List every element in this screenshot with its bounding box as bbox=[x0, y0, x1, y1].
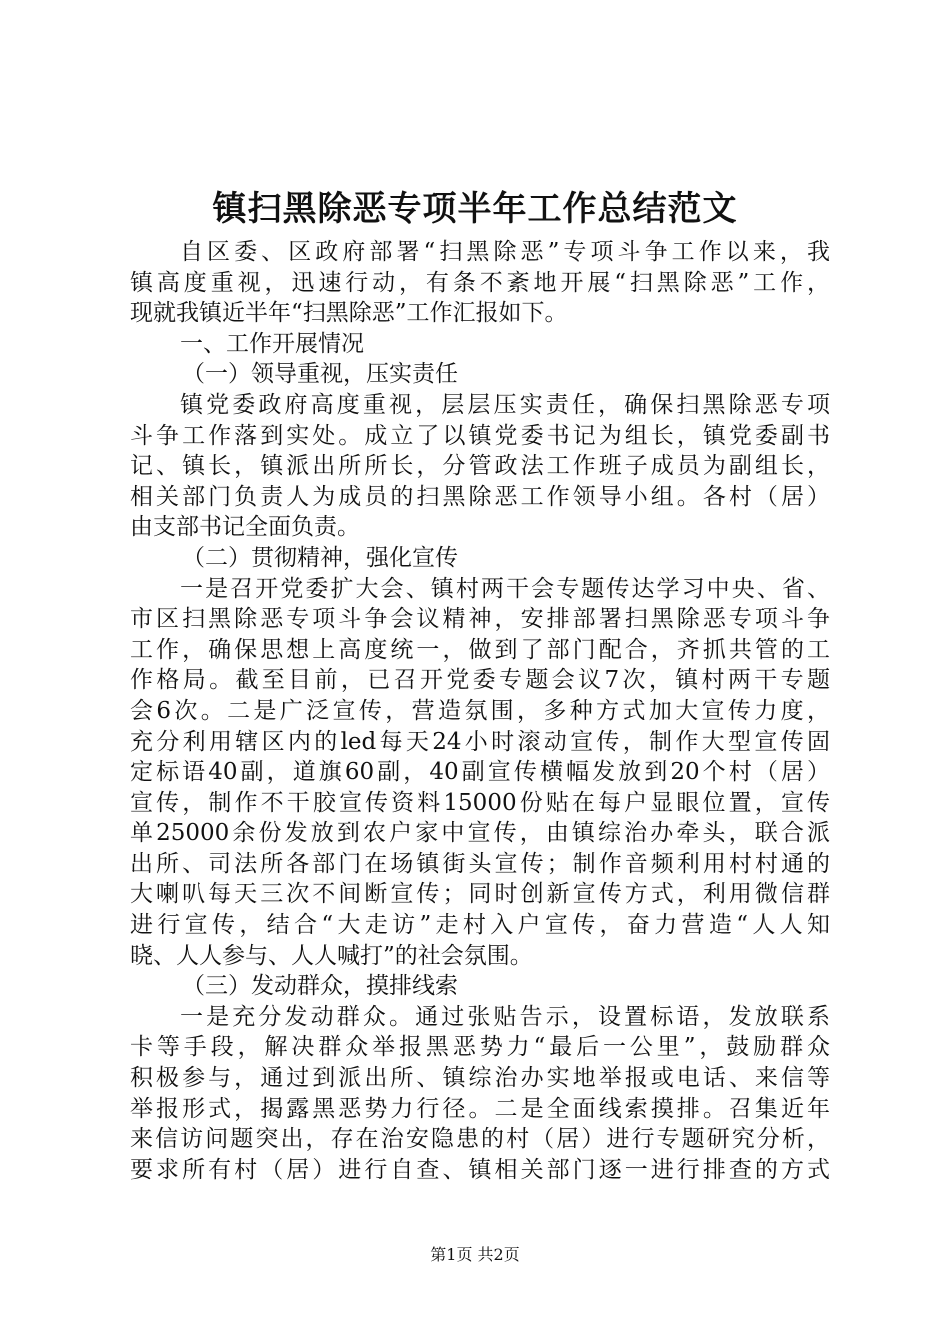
paragraph-line: 镇高度重视，迅速行动，有条不紊地开展“扫黑除恶”工作， bbox=[130, 269, 830, 296]
paragraph-line: 充分利用辖区内的led每天24小时滚动宣传，制作大型宣传固 bbox=[130, 728, 830, 755]
paragraph-line: 大喇叭每天三次不间断宣传；同时创新宣传方式，利用微信群 bbox=[130, 881, 830, 908]
subsection-heading: （一）领导重视，压实责任 bbox=[182, 361, 458, 388]
paragraph-line: 现就我镇近半年“扫黑除恶”工作汇报如下。 bbox=[130, 300, 568, 327]
paragraph-line: 进行宣传，结合“大走访”走村入户宣传，奋力营造“人人知 bbox=[130, 912, 830, 939]
subsection-heading: （二）贯彻精神，强化宣传 bbox=[182, 544, 458, 571]
paragraph-line: 来信访问题突出，存在治安隐患的村（居）进行专题研究分析， bbox=[130, 1126, 830, 1153]
document-body bbox=[130, 237, 830, 1185]
paragraph-line: 会6次。二是广泛宣传，营造氛围，多种方式加大宣传力度， bbox=[130, 697, 830, 724]
paragraph-line: 作格局。截至目前，已召开党委专题会议7次，镇村两干专题 bbox=[130, 667, 830, 694]
paragraph-line: 举报形式，揭露黑恶势力行径。二是全面线索摸排。召集近年 bbox=[130, 1095, 830, 1122]
paragraph-line: 由支部书记全面负责。 bbox=[130, 514, 360, 541]
paragraph-line: 相关部门负责人为成员的扫黑除恶工作领导小组。各村（居） bbox=[130, 483, 830, 510]
subsection-heading: （三）发动群众，摸排线索 bbox=[182, 973, 458, 1000]
section-heading: 一、工作开展情况 bbox=[180, 330, 364, 357]
paragraph-line: 一是召开党委扩大会、镇村两干会专题传达学习中央、省、 bbox=[180, 575, 830, 602]
paragraph-line: 镇党委政府高度重视，层层压实责任，确保扫黑除恶专项 bbox=[180, 391, 830, 418]
paragraph-line: 晓、人人参与、人人喊打”的社会氛围。 bbox=[130, 942, 533, 969]
document-title: 镇扫黑除恶专项半年工作总结范文 bbox=[212, 189, 738, 229]
paragraph-line: 出所、司法所各部门在场镇街头宣传；制作音频利用村村通的 bbox=[130, 850, 830, 877]
paragraph-line: 斗争工作落到实处。成立了以镇党委书记为组长，镇党委副书 bbox=[130, 422, 830, 449]
paragraph-line: 定标语40副，道旗60副，40副宣传横幅发放到20个村（居） bbox=[130, 759, 830, 786]
paragraph-line: 积极参与，通过到派出所、镇综治办实地举报或电话、来信等 bbox=[130, 1065, 830, 1092]
paragraph-line: 单25000余份发放到农户家中宣传，由镇综治办牵头，联合派 bbox=[130, 820, 830, 847]
paragraph-line: 记、镇长，镇派出所所长，分管政法工作班子成员为副组长， bbox=[130, 453, 830, 480]
paragraph-line: 自区委、区政府部署“扫黑除恶”专项斗争工作以来，我 bbox=[180, 239, 830, 265]
paragraph-line: 工作，确保思想上高度统一，做到了部门配合，齐抓共管的工 bbox=[130, 636, 830, 663]
page-footer: 第1页 共2页 bbox=[430, 1245, 520, 1264]
paragraph-line: 一是充分发动群众。通过张贴告示，设置标语，发放联系 bbox=[180, 1003, 830, 1030]
paragraph-line: 卡等手段，解决群众举报黑恶势力“最后一公里”，鼓励群众 bbox=[130, 1034, 830, 1061]
paragraph-line: 宣传，制作不干胶宣传资料15000份贴在每户显眼位置，宣传 bbox=[130, 789, 830, 816]
paragraph-line: 要求所有村（居）进行自查、镇相关部门逐一进行排查的方式 bbox=[130, 1156, 830, 1183]
paragraph-line: 市区扫黑除恶专项斗争会议精神，安排部署扫黑除恶专项斗争 bbox=[130, 606, 830, 633]
